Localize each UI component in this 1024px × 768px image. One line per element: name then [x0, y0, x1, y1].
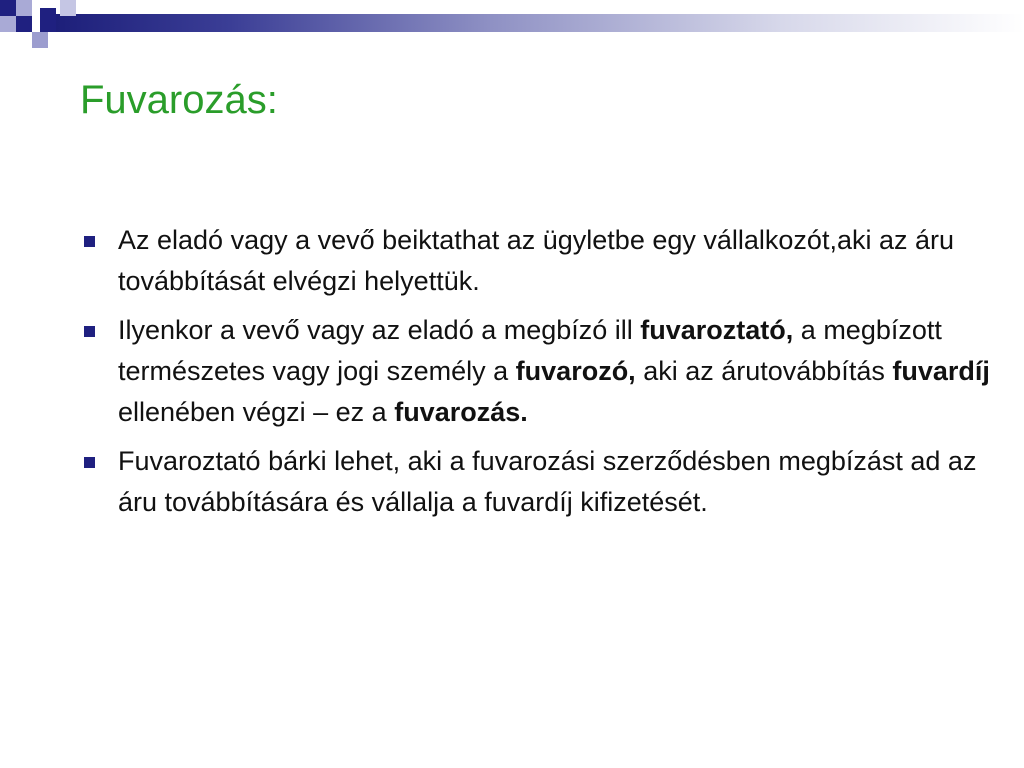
text-segment: Az eladó vagy a vevő beiktathat az ügyletbe egy vállalkozót,aki az áru továbbítását elvégzi helyettük.: [118, 225, 954, 296]
bullet-text: [118, 315, 990, 427]
bold-term: fuvardíj: [892, 356, 990, 386]
bold-term: fuvarozás.: [394, 397, 528, 427]
decorative-square: [40, 8, 56, 32]
text-segment: Ilyenkor a vevő vagy az eladó a megbízó ill: [118, 315, 641, 345]
decorative-square: [0, 0, 16, 16]
square-bullet-icon: [84, 236, 95, 247]
bullet-text: [118, 446, 976, 517]
bullet-item: [80, 310, 990, 433]
bullet-item: [80, 220, 990, 302]
text-segment: ellenében végzi – ez a: [118, 397, 395, 427]
text-segment: Fuvaroztató bárki lehet, aki a fuvarozási szerződésben megbízást ad az áru továbbítására és vállalja a fuvardíj kifizetését.: [118, 446, 977, 517]
bullet-text: [118, 225, 954, 296]
text-segment: a megbízott természetes vagy jogi személy a: [118, 315, 942, 386]
bold-term: fuvarozó,: [515, 356, 636, 386]
square-bullet-icon: [84, 326, 95, 337]
bullet-list: [80, 220, 990, 531]
bold-term: fuvaroztató,: [640, 315, 794, 345]
decorative-square: [0, 16, 16, 32]
bullet-item: [80, 441, 990, 523]
text-segment: aki az árutovábbítás: [635, 356, 893, 386]
square-bullet-icon: [84, 457, 95, 468]
decorative-square: [16, 0, 32, 16]
slide-title: Fuvarozás:: [80, 78, 278, 122]
decorative-square: [16, 16, 32, 32]
decorative-square: [32, 32, 48, 48]
header-gradient-bar: [56, 14, 1024, 32]
decorative-square: [60, 0, 76, 16]
